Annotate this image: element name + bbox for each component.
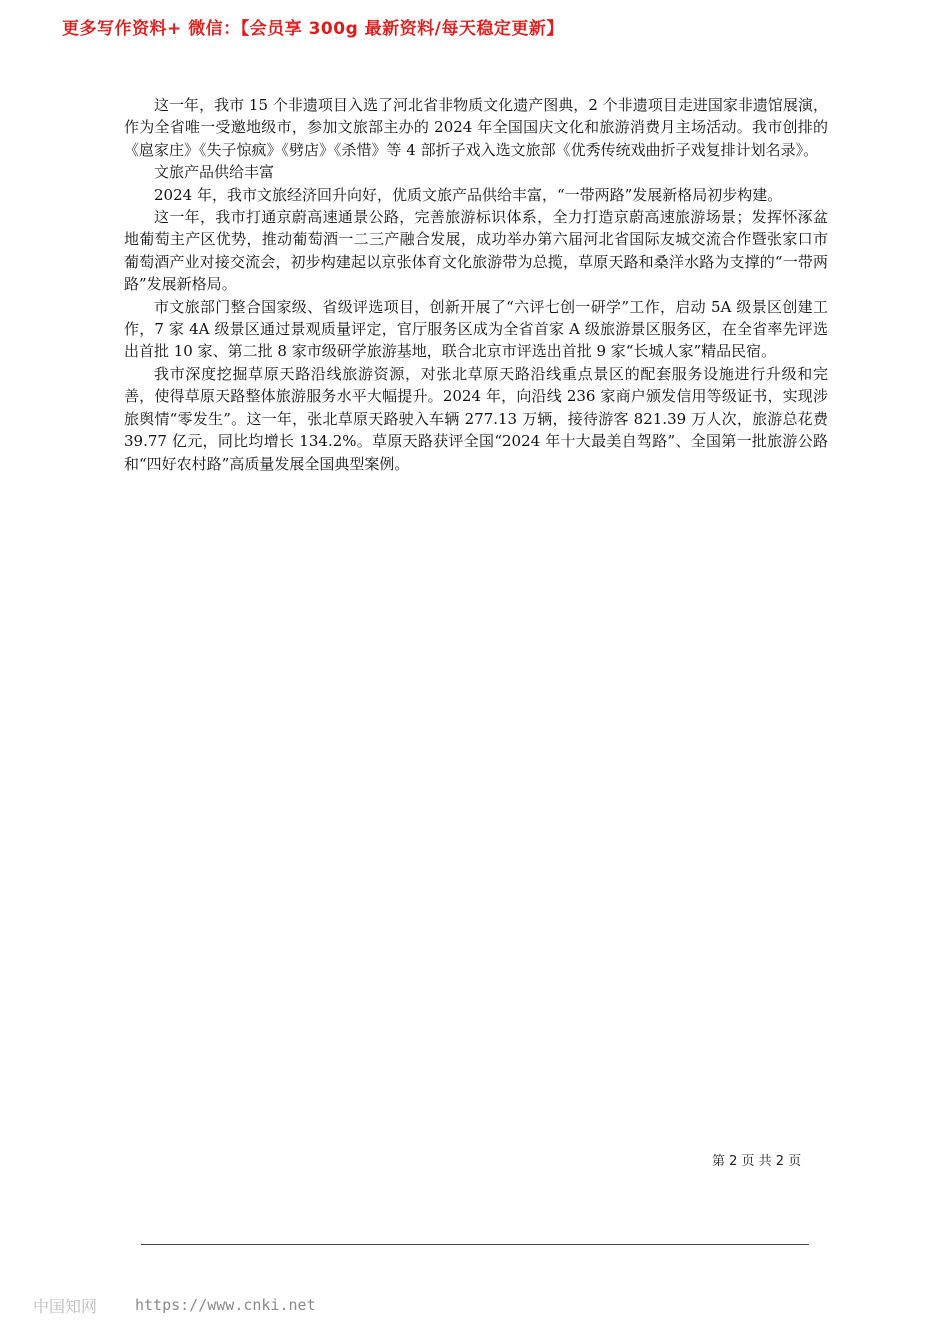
page-number: 第 2 页 共 2 页 [712, 1154, 802, 1169]
paragraph-highway-wine: 这一年，我市打通京蔚高速通景公路，完善旅游标识体系，全力打造京蔚高速旅游场景；发挥怀涿盆地葡萄主产区优势，推动葡萄酒一二三产融合发展，成功举办第六届河北省国际友城交流合作暨张家口市葡萄酒产业对接交流会，初步构建起以京张体育文化旅游带为总揽，草原天路和桑洋水路为支撑的“一带两路”发展新格局。 [124, 208, 828, 294]
footer-divider [141, 1244, 809, 1245]
section-heading-products: 文旅产品供给丰富 [154, 163, 275, 182]
paragraph-intangible-heritage: 这一年，我市 15 个非遗项目入选了河北省非物质文化遗产图典，2 个非遗项目走进国家非遗馆展演，作为全省唯一受邀地级市，参加文旅部主办的 2024 年全国国庆文化和旅游消费月主场活动。我市创排的《扈家庄》《失子惊疯》《劈店》《杀惜》等 4 部折子戏入选文旅部《优秀传统戏曲折子戏复排计划名录》。 [124, 96, 828, 159]
watermark-url: https://www.cnki.net [135, 1296, 316, 1314]
watermark-site-name: 中国知网 [33, 1297, 98, 1316]
paragraph-economy-overview: 2024 年，我市文旅经济回升向好，优质文旅产品供给丰富，“一带两路”发展新格局初步构建。 [154, 185, 783, 204]
article-body [124, 94, 828, 475]
paragraph-grassland-road: 我市深度挖掘草原天路沿线旅游资源，对张北草原天路沿线重点景区的配套服务设施进行升级和完善，使得草原天路整体旅游服务水平大幅提升。2024 年，向沿线 236 家商户颁发信用等级证书，实现涉旅舆情“零发生”。这一年，张北草原天路驶入车辆 277.13 万辆，接待游客 821.39 万人次，旅游总花费 39.77 亿元，同比均增长 134.2%。草原天路获评全国“2024 年十大最美自驾路”、全国第一批旅游公路和“四好农村路”高质量发展全国典型案例。 [124, 364, 828, 473]
promo-banner: 更多写作资料+ 微信：【会员享 300g 最新资料/每天稳定更新】 [62, 19, 564, 39]
paragraph-scenic-evaluation: 市文旅部门整合国家级、省级评选项目，创新开展了“六评七创一研学”工作，启动 5A 级景区创建工作，7 家 4A 级景区通过景观质量评定，官厅服务区成为全省首家 A 级旅游景区服务区，在全省率先评选出首批 10 家、第二批 8 家市级研学旅游基地，联合北京市评选出首批 9 家“长城人家”精品民宿。 [124, 297, 828, 361]
